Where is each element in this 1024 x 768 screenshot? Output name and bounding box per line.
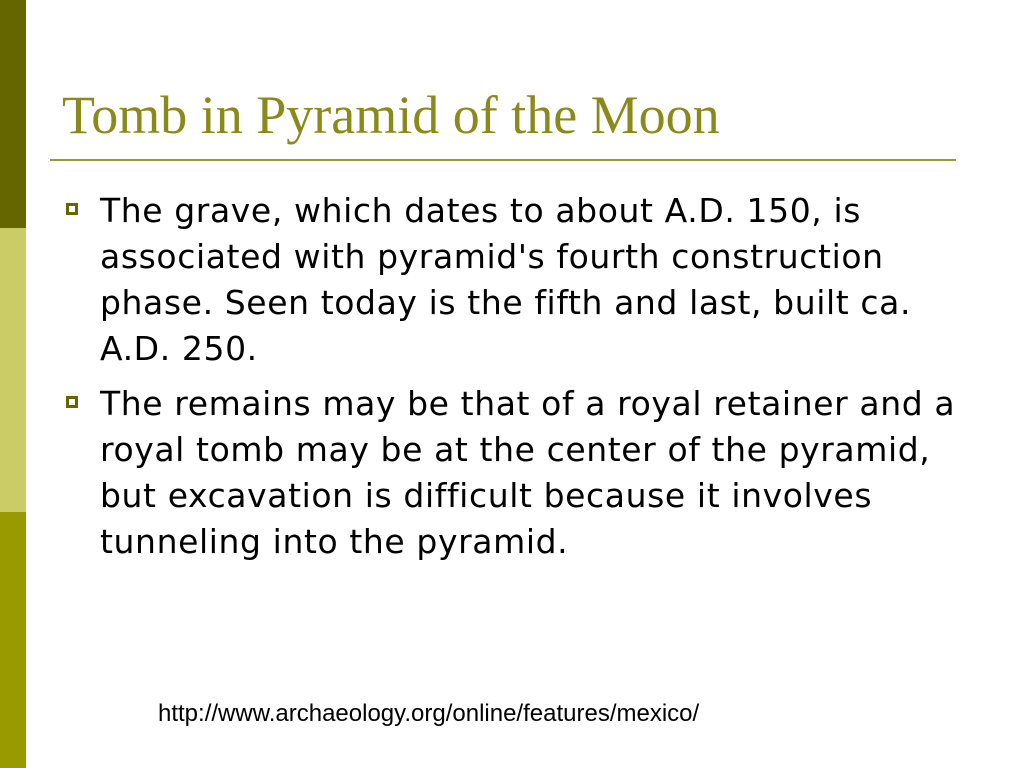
bullet-item bbox=[62, 188, 962, 372]
bullet-list bbox=[62, 188, 962, 574]
slide-title: Tomb in Pyramid of the Moon bbox=[62, 85, 720, 145]
bullet-item bbox=[62, 381, 962, 565]
hollow-square-bullet-icon bbox=[66, 203, 78, 215]
bullet-text: The remains may be that of a royal retainer and a royal tomb may be at the center of the pyramid, but excavation is difficult because it involves tunneling into the pyramid. bbox=[100, 384, 956, 561]
title-divider bbox=[50, 159, 956, 161]
bullet-text: The grave, which dates to about A.D. 150, is associated with pyramid's fourth construction phase. Seen today is the fifth and last, built ca. A.D. 250. bbox=[100, 191, 912, 368]
side-bar-segment-light bbox=[0, 228, 26, 512]
hollow-square-bullet-icon bbox=[66, 396, 78, 408]
side-bar-segment-dark bbox=[0, 0, 26, 228]
source-link[interactable]: http://www.archaeology.org/online/features/mexico/ bbox=[158, 700, 700, 727]
side-accent-bar bbox=[0, 0, 26, 768]
side-bar-segment-mid bbox=[0, 512, 26, 768]
